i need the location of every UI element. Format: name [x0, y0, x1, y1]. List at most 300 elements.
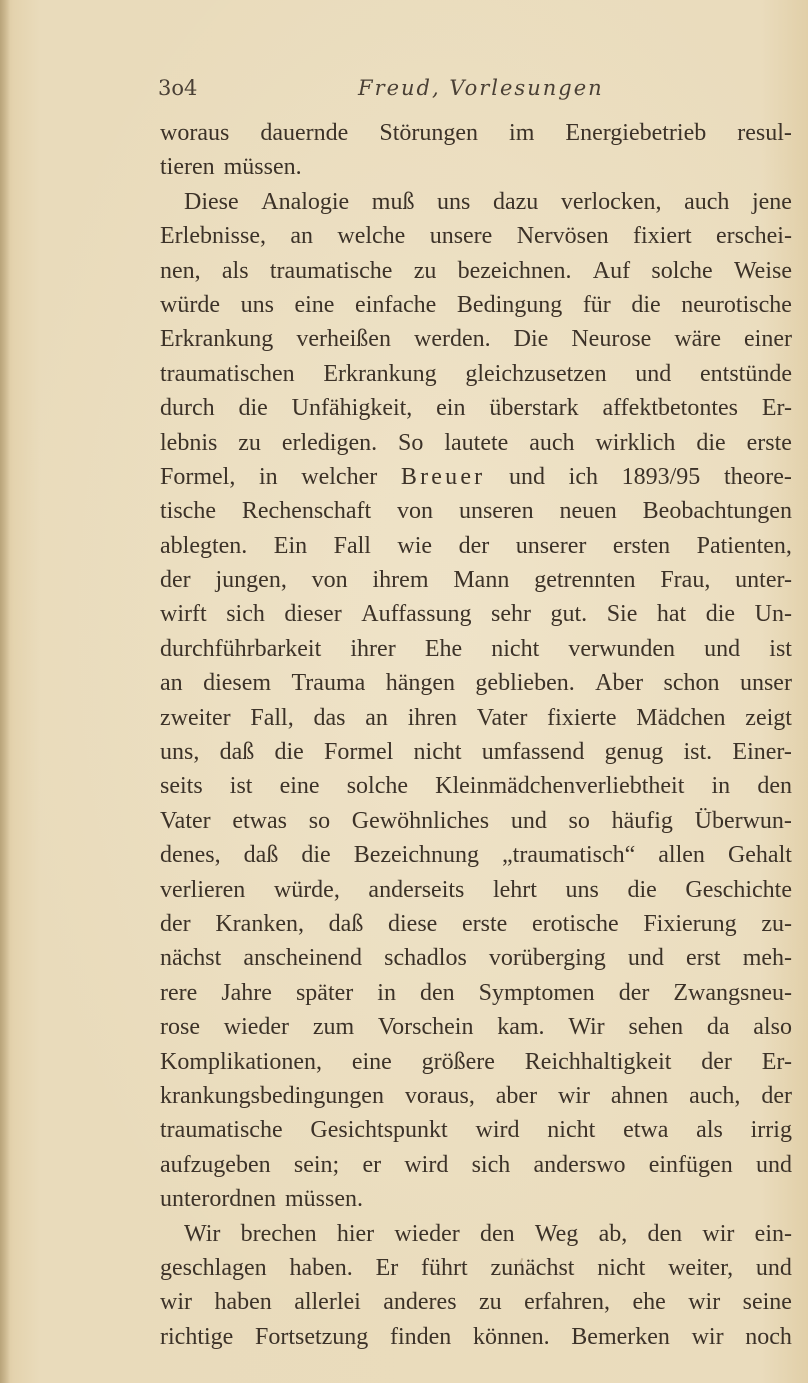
word: Frau,	[660, 567, 711, 594]
word: „traumatisch“	[502, 842, 636, 869]
word: auch,	[689, 1082, 741, 1109]
word: schon	[663, 670, 720, 697]
word: ist	[229, 773, 253, 800]
word: Breuer	[400, 463, 486, 490]
word: die	[705, 601, 736, 628]
word: irrig	[750, 1117, 792, 1144]
word: Trauma	[291, 670, 366, 697]
word: seits	[160, 773, 203, 800]
word: getrennten	[534, 567, 636, 594]
word: Komplikationen,	[160, 1048, 322, 1075]
word: fixierte	[547, 704, 617, 731]
word: sehr	[490, 601, 531, 628]
word: umfassend	[481, 739, 585, 766]
word: können.	[472, 1323, 550, 1350]
word: dauernde	[260, 120, 349, 146]
word: lebnis	[160, 429, 218, 456]
text-line	[160, 529, 792, 563]
word: wirklich	[595, 429, 676, 456]
word: anderseits	[368, 876, 465, 903]
word: wie	[397, 532, 433, 559]
word: ist	[769, 635, 792, 662]
text-line	[160, 1182, 792, 1216]
word: Vater	[160, 807, 211, 834]
word: durch	[160, 395, 215, 422]
word: er	[362, 1151, 382, 1178]
word: führt	[421, 1254, 468, 1281]
word: Einer-	[732, 739, 792, 766]
word: Gehalt	[727, 842, 792, 869]
word: in	[377, 979, 396, 1006]
word: Neurose	[571, 326, 652, 353]
word: Zwangsneu-	[673, 979, 792, 1006]
word: neuen	[559, 498, 617, 525]
word: uns,	[160, 739, 200, 766]
word: Kleinmädchenverliebtheit	[435, 773, 685, 800]
word: der	[618, 979, 650, 1006]
word: ihrer	[350, 635, 396, 662]
word: traumatische	[269, 257, 393, 284]
word: zweiter	[160, 704, 231, 731]
word: lautete	[444, 429, 509, 456]
word: und	[509, 463, 546, 490]
word: an	[290, 223, 313, 250]
word: solche	[651, 257, 713, 284]
word: und	[627, 945, 664, 972]
word: erst	[685, 945, 721, 972]
word: also	[753, 1014, 792, 1041]
word: dazu	[492, 188, 539, 215]
word: sein;	[293, 1151, 340, 1178]
word: überstark	[489, 395, 579, 422]
word: Vorschein	[377, 1014, 474, 1041]
word: Jahre	[221, 979, 272, 1006]
word: haben.	[289, 1254, 353, 1281]
word: rere	[160, 979, 198, 1006]
word: zu-	[761, 910, 792, 937]
word: Fall	[333, 532, 371, 559]
word: woraus	[160, 120, 230, 146]
word: zu	[478, 1289, 502, 1316]
text-line	[160, 426, 792, 460]
word: ihren	[407, 704, 457, 731]
word: die	[238, 395, 268, 422]
word: nen,	[160, 257, 201, 284]
word: und	[510, 807, 547, 834]
word: Mädchen	[636, 704, 726, 731]
word: hängen	[385, 670, 455, 697]
word: ein-	[754, 1220, 792, 1247]
word: welche	[337, 223, 406, 250]
word: Wir	[184, 1220, 221, 1247]
word: Gewöhnliches	[351, 807, 490, 834]
word: ist.	[683, 739, 713, 766]
word: Energiebetrieb	[565, 120, 707, 146]
text-line	[160, 666, 792, 700]
word: daß	[328, 910, 364, 937]
word: allen	[658, 842, 705, 869]
text-line	[160, 769, 792, 803]
word: wirft	[160, 601, 207, 628]
word: Bezeichnung	[353, 842, 479, 869]
word: Weg	[534, 1220, 579, 1247]
word: erste	[746, 429, 792, 456]
word: die	[301, 842, 331, 869]
word: Geschichte	[685, 876, 792, 903]
word: wir	[557, 1082, 590, 1109]
word: den	[757, 773, 792, 800]
word: Überwun-	[694, 807, 792, 834]
word: unsere	[429, 223, 493, 250]
text-line	[160, 563, 792, 597]
word: unterordnen	[160, 1186, 276, 1213]
word: unserer	[515, 532, 587, 559]
word: 1893/95	[621, 463, 701, 490]
word: gut.	[550, 601, 588, 628]
text-line	[160, 632, 792, 666]
word: Aber	[595, 670, 644, 697]
word: im	[509, 120, 535, 146]
word: zu	[238, 429, 261, 456]
word: als	[696, 1117, 723, 1144]
word: häufig	[611, 807, 673, 834]
word: Sie	[606, 601, 638, 628]
word: Diese	[184, 188, 239, 215]
word: theore-	[723, 463, 792, 490]
word: Fortsetzung	[254, 1323, 369, 1350]
word: sich	[226, 601, 265, 628]
word: an	[365, 704, 388, 731]
word: eine	[279, 773, 320, 800]
text-line	[160, 150, 792, 184]
word: auch	[529, 429, 575, 456]
word: der	[160, 567, 191, 594]
word: meh-	[742, 945, 792, 972]
word: Ein	[273, 532, 308, 559]
text-line	[160, 838, 792, 872]
page-number: 3o4	[158, 76, 198, 100]
word: für	[582, 291, 611, 318]
word: und	[755, 1254, 792, 1281]
text-line	[160, 1217, 792, 1251]
word: etwa	[623, 1117, 669, 1144]
word: nicht	[491, 635, 540, 662]
word: durchführbarkeit	[160, 635, 322, 662]
word: tische	[160, 498, 216, 525]
word: müssen.	[284, 1186, 363, 1213]
word: uns	[437, 188, 471, 215]
word: und	[704, 635, 741, 662]
word: den	[419, 979, 455, 1006]
word: der	[761, 1082, 792, 1109]
word: in	[711, 773, 731, 800]
word: Patienten,	[696, 532, 792, 559]
word: brechen	[240, 1220, 317, 1247]
text-line	[160, 494, 792, 528]
word: ich	[568, 463, 598, 490]
word: anscheinend	[243, 945, 363, 972]
word: jene	[751, 188, 792, 215]
word: anderswo	[533, 1151, 626, 1178]
text-line	[160, 1148, 792, 1182]
word: wir	[160, 1289, 192, 1316]
word: größere	[421, 1048, 495, 1075]
word: da	[706, 1014, 730, 1041]
word: erledigen.	[281, 429, 378, 456]
word: Beobachtungen	[642, 498, 792, 525]
word: noch	[745, 1323, 792, 1350]
word: der	[701, 1048, 732, 1075]
word: rose	[160, 1014, 200, 1041]
word: Formel	[323, 739, 394, 766]
word: aber	[495, 1082, 538, 1109]
word: muß	[371, 188, 415, 215]
word: geschlagen	[160, 1254, 267, 1281]
word: als	[221, 257, 249, 284]
word: Erlebnisse,	[160, 223, 266, 250]
word: so	[568, 807, 590, 834]
word: müssen.	[223, 154, 302, 181]
word: später	[295, 979, 354, 1006]
word: etwas	[232, 807, 288, 834]
word: solche	[346, 773, 409, 800]
word: Auf	[592, 257, 631, 284]
word: Wir	[568, 1014, 605, 1041]
word: Mann	[453, 567, 510, 594]
word: unseren	[458, 498, 534, 525]
word: unser	[739, 670, 792, 697]
word: verheißen	[296, 326, 391, 353]
word: Unfähigkeit,	[291, 395, 413, 422]
text-line	[160, 1045, 792, 1079]
word: erfahren,	[524, 1289, 611, 1316]
word: Formel,	[160, 463, 236, 490]
word: wieder	[223, 1014, 290, 1041]
word: uns	[240, 291, 274, 318]
word: Er-	[761, 1048, 792, 1075]
text-line	[160, 322, 792, 356]
word: erste	[462, 910, 508, 937]
word: zeigt	[745, 704, 792, 731]
word: Weise	[733, 257, 792, 284]
word: eine	[294, 291, 335, 318]
word: wir	[688, 1289, 721, 1316]
text-line	[160, 907, 792, 941]
word: hat	[656, 601, 687, 628]
word: ein	[436, 395, 466, 422]
word: einfache	[355, 291, 437, 318]
word: Symptomen	[478, 979, 595, 1006]
text-line	[160, 1079, 792, 1113]
word: die	[274, 739, 304, 766]
word: Störungen	[379, 120, 479, 146]
word: schadlos	[384, 945, 467, 972]
word: Er-	[761, 395, 792, 422]
page-gutter-shadow	[0, 0, 10, 1383]
word: So	[398, 429, 424, 456]
word: krankungsbedingungen	[160, 1082, 384, 1109]
text-line	[160, 976, 792, 1010]
word: einfügen	[648, 1151, 733, 1178]
word: Fixierung	[643, 910, 737, 937]
word: ablegten.	[160, 532, 248, 559]
word: den	[479, 1220, 515, 1247]
word: bezeichnen.	[457, 257, 572, 284]
word: die	[696, 429, 726, 456]
word: nicht	[597, 1254, 646, 1281]
word: richtige	[160, 1323, 234, 1350]
word: von	[311, 567, 348, 594]
word: Die	[513, 326, 549, 353]
word: hier	[336, 1220, 375, 1247]
word: kam.	[497, 1014, 545, 1041]
word: Un-	[754, 601, 792, 628]
text-line	[160, 873, 792, 907]
word: die	[631, 291, 661, 318]
text-line	[160, 391, 792, 425]
text-line	[160, 941, 792, 975]
word: Kranken,	[215, 910, 304, 937]
word: nächst	[160, 945, 222, 972]
word: ihrem	[372, 567, 429, 594]
word: Auffassung	[361, 601, 472, 628]
word: daß	[219, 739, 255, 766]
word: das	[313, 704, 346, 731]
word: traumatischen	[160, 360, 295, 387]
word: werden.	[413, 326, 491, 353]
word: erotische	[532, 910, 619, 937]
word: traumatische	[160, 1117, 283, 1144]
word: neurotische	[681, 291, 792, 318]
word: haben	[214, 1289, 272, 1316]
word: die	[627, 876, 657, 903]
word: allerlei	[294, 1289, 361, 1316]
word: in	[258, 463, 278, 490]
word: verlocken,	[560, 188, 662, 215]
word: daß	[243, 842, 279, 869]
text-line	[160, 116, 792, 150]
body-text	[160, 116, 792, 1354]
word: der	[160, 910, 191, 937]
word: Bemerken	[571, 1323, 670, 1350]
word: den	[647, 1220, 683, 1247]
word: erschei-	[716, 223, 792, 250]
word: ersten	[612, 532, 671, 559]
word: Analogie	[261, 188, 350, 215]
text-line	[160, 1113, 792, 1147]
word: eine	[351, 1048, 392, 1075]
word: Rechenschaft	[241, 498, 372, 525]
word: unter-	[735, 567, 792, 594]
word: denes,	[160, 842, 221, 869]
word: sich	[471, 1151, 511, 1178]
word: ehe	[632, 1289, 666, 1316]
word: diese	[388, 910, 438, 937]
word: resul-	[737, 120, 792, 146]
word: verlieren	[160, 876, 246, 903]
word: einer	[744, 326, 792, 353]
word: wieder	[394, 1220, 460, 1247]
word: lehrt	[492, 876, 537, 903]
text-line	[160, 701, 792, 735]
word: voraus,	[404, 1082, 475, 1109]
word: Nervösen	[516, 223, 609, 250]
word: gleichzusetzen	[465, 360, 607, 387]
text-line	[160, 1010, 792, 1044]
word: wäre	[674, 326, 721, 353]
text-line	[160, 219, 792, 253]
text-line	[160, 1251, 792, 1285]
word: Reichhaltigkeit	[524, 1048, 672, 1075]
word: zunächst	[490, 1254, 575, 1281]
text-line	[160, 254, 792, 288]
word: Ehe	[424, 635, 463, 662]
word: affektbetontes	[602, 395, 738, 422]
word: Erkrankung	[160, 326, 274, 353]
text-line	[160, 597, 792, 631]
page-header	[158, 76, 798, 110]
word: zu	[413, 257, 437, 284]
word: geblieben.	[475, 670, 575, 697]
word: vorüberging	[488, 945, 606, 972]
word: genug	[604, 739, 664, 766]
text-line	[160, 460, 792, 494]
word: wir	[691, 1323, 724, 1350]
text-line	[160, 735, 792, 769]
text-line	[160, 357, 792, 391]
running-head: Freud, Vorlesungen	[358, 76, 604, 100]
word: so	[308, 807, 331, 834]
word: nicht	[413, 739, 462, 766]
word: ahnen	[610, 1082, 669, 1109]
word: welcher	[301, 463, 378, 490]
word: fixiert	[633, 223, 692, 250]
word: seine	[742, 1289, 792, 1316]
word: von	[397, 498, 434, 525]
word: finden	[389, 1323, 452, 1350]
word: sehen	[628, 1014, 684, 1041]
word: Fall,	[250, 704, 294, 731]
word: Bedingung	[456, 291, 563, 318]
text-line	[160, 185, 792, 219]
word: und	[635, 360, 672, 387]
word: verwunden	[568, 635, 676, 662]
word: tieren	[160, 154, 215, 181]
word: uns	[565, 876, 599, 903]
word: nicht	[547, 1117, 596, 1144]
word: Er	[375, 1254, 399, 1281]
word: Gesichtspunkt	[310, 1117, 448, 1144]
word: anderes	[383, 1289, 457, 1316]
text-line	[160, 288, 792, 322]
word: Vater	[476, 704, 528, 731]
word: wir	[702, 1220, 735, 1247]
word: diesem	[203, 670, 272, 697]
word: würde	[160, 291, 220, 318]
word: entstünde	[700, 360, 792, 387]
word: und	[755, 1151, 792, 1178]
text-line	[160, 1320, 792, 1354]
word: zum	[312, 1014, 355, 1041]
word: wird	[404, 1151, 449, 1178]
word: würde,	[273, 876, 340, 903]
word: jungen,	[215, 567, 287, 594]
word: wird	[475, 1117, 520, 1144]
word: Erkrankung	[323, 360, 437, 387]
word: an	[160, 670, 183, 697]
text-line	[160, 804, 792, 838]
word: auch	[684, 188, 730, 215]
